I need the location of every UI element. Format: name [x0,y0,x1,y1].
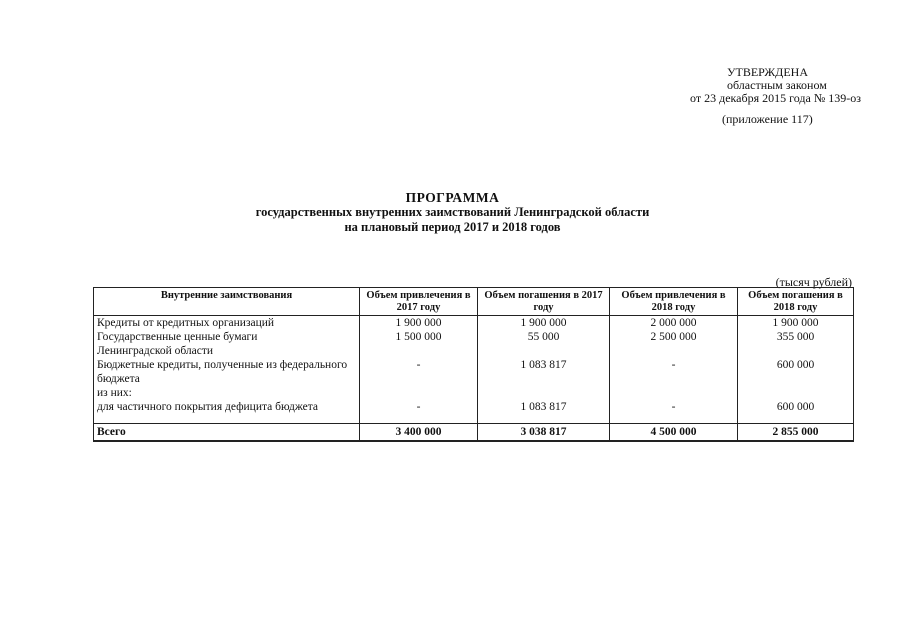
borrowings-table [93,287,854,442]
row-value: 600 000 [738,358,854,386]
total-name: Всего [94,424,360,442]
row-name: Государственные ценные бумаги [94,330,360,344]
row-value: - [610,400,738,414]
row-value [610,344,738,358]
approval-line-4: (приложение 117) [722,112,813,126]
row-value: 1 083 817 [478,400,610,414]
row-value: 1 900 000 [738,316,854,331]
table-row [94,386,854,400]
row-value [738,344,854,358]
title-line-3: на плановый период 2017 и 2018 годов [344,220,561,234]
title-line-2: государственных внутренних заимствований Ленинградской области [255,205,650,219]
table-row [94,330,854,344]
table-gap-row [94,414,854,424]
row-value: 600 000 [738,400,854,414]
approval-line-2: областным законом [727,78,827,92]
header-borrowings: Внутренние заимствования [94,288,360,316]
table-row [94,344,854,358]
units-label: (тысяч рублей) [775,275,852,289]
row-value: 1 900 000 [360,316,478,331]
table-header-row [94,288,854,316]
header-repay-2017: Объем погашения в 2017 году [478,288,610,316]
row-name: Бюджетные кредиты, полученные из федерального бюджета [94,358,360,386]
total-value: 2 855 000 [738,424,854,442]
row-value: - [610,358,738,386]
approval-stamp [690,66,890,126]
approval-line-1: УТВЕРЖДЕНА [727,65,809,79]
row-value: 1 083 817 [478,358,610,386]
header-raise-2018: Объем привлечения в 2018 году [610,288,738,316]
row-value [738,386,854,400]
table-total-row [94,424,854,442]
row-name: Ленинградской области [94,344,360,358]
table-row [94,316,854,331]
row-value: - [360,400,478,414]
row-value: 355 000 [738,330,854,344]
table-row [94,400,854,414]
row-value [360,344,478,358]
title-line-1: ПРОГРАММА [405,190,500,205]
document-title [0,190,905,235]
row-value [478,344,610,358]
row-value: - [360,358,478,386]
row-value [610,386,738,400]
row-value: 55 000 [478,330,610,344]
row-value: 1 900 000 [478,316,610,331]
table-row [94,358,854,386]
row-value [360,386,478,400]
approval-line-3: от 23 декабря 2015 года № 139-оз [690,91,862,105]
row-value [478,386,610,400]
row-value: 2 000 000 [610,316,738,331]
row-name: Кредиты от кредитных организаций [94,316,360,331]
total-value: 4 500 000 [610,424,738,442]
total-value: 3 038 817 [478,424,610,442]
row-value: 1 500 000 [360,330,478,344]
row-name: для частичного покрытия дефицита бюджета [94,400,360,414]
header-raise-2017: Объем привлечения в 2017 году [360,288,478,316]
row-value: 2 500 000 [610,330,738,344]
row-name: из них: [94,386,360,400]
header-repay-2018: Объем погашения в 2018 году [738,288,854,316]
total-value: 3 400 000 [360,424,478,442]
